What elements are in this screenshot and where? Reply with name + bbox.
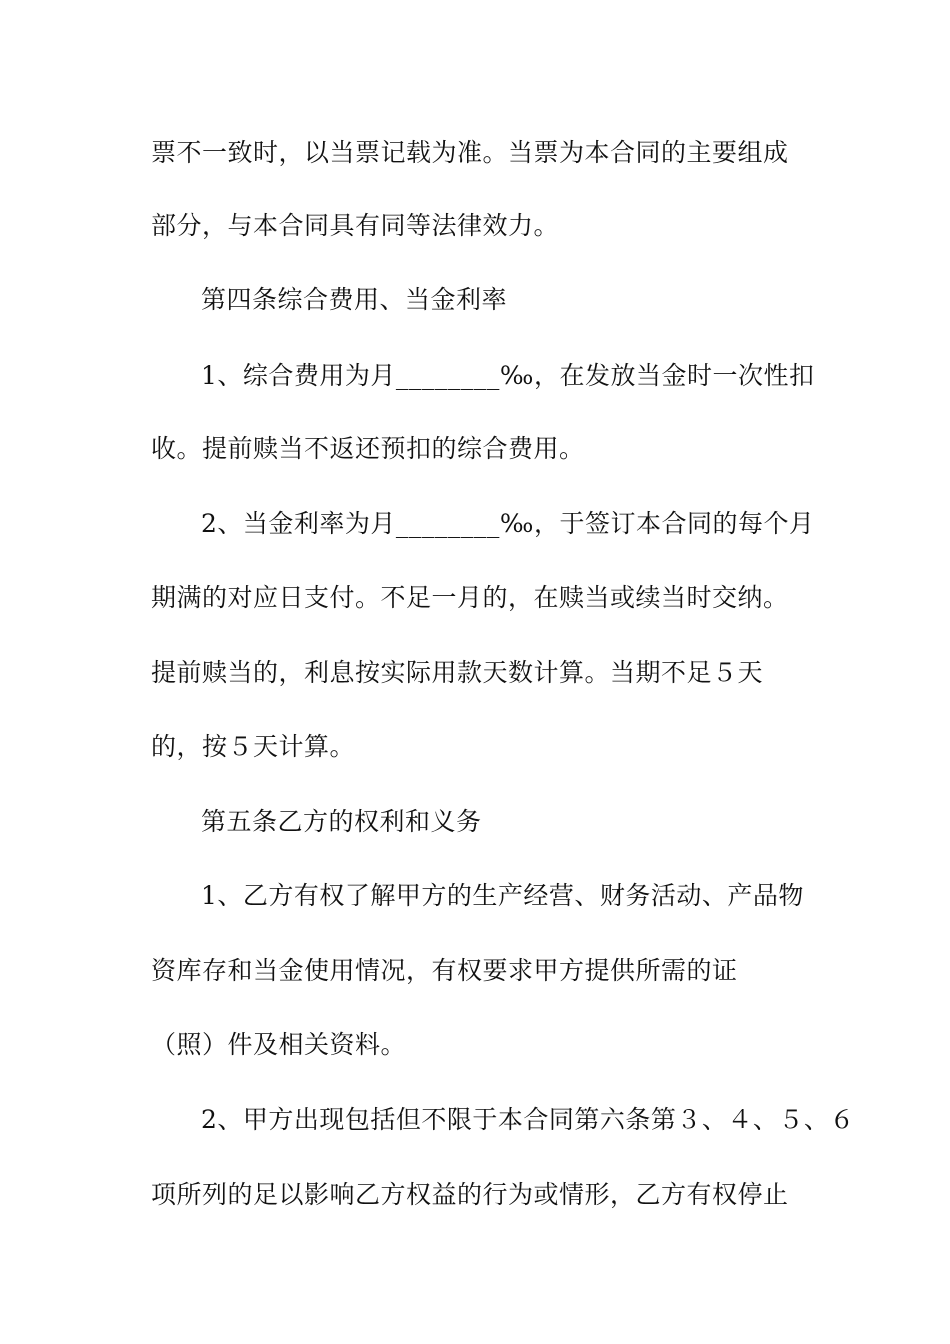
section-heading: 第五条乙方的权利和义务 [201, 807, 482, 836]
paragraph-line: 部分，与本合同具有同等法律效力。 [151, 211, 560, 240]
paragraph-line: 票不一致时，以当票记载为准。当票为本合同的主要组成 [151, 138, 789, 167]
section-heading: 第四条综合费用、当金利率 [201, 285, 508, 314]
paragraph-line: 2、甲方出现包括但不限于本合同第六条第３、４、５、６ [201, 1105, 855, 1134]
paragraph-line: （照）件及相关资料。 [151, 1030, 407, 1059]
paragraph-line: 1、乙方有权了解甲方的生产经营、财务活动、产品物 [201, 881, 804, 910]
paragraph-line: 的，按５天计算。 [151, 732, 356, 761]
paragraph-line: 2、当金利率为月________‰，于签订本合同的每个月 [201, 509, 815, 538]
paragraph-line: 1、综合费用为月________‰，在发放当金时一次性扣 [201, 361, 815, 390]
paragraph-line: 收。提前赎当不返还预扣的综合费用。 [151, 434, 585, 463]
paragraph-line: 期满的对应日支付。不足一月的，在赎当或续当时交纳。 [151, 583, 789, 612]
paragraph-line: 资库存和当金使用情况，有权要求甲方提供所需的证 [151, 956, 738, 985]
paragraph-line: 提前赎当的，利息按实际用款天数计算。当期不足５天 [151, 658, 764, 687]
paragraph-line: 项所列的足以影响乙方权益的行为或情形，乙方有权停止 [151, 1180, 789, 1209]
